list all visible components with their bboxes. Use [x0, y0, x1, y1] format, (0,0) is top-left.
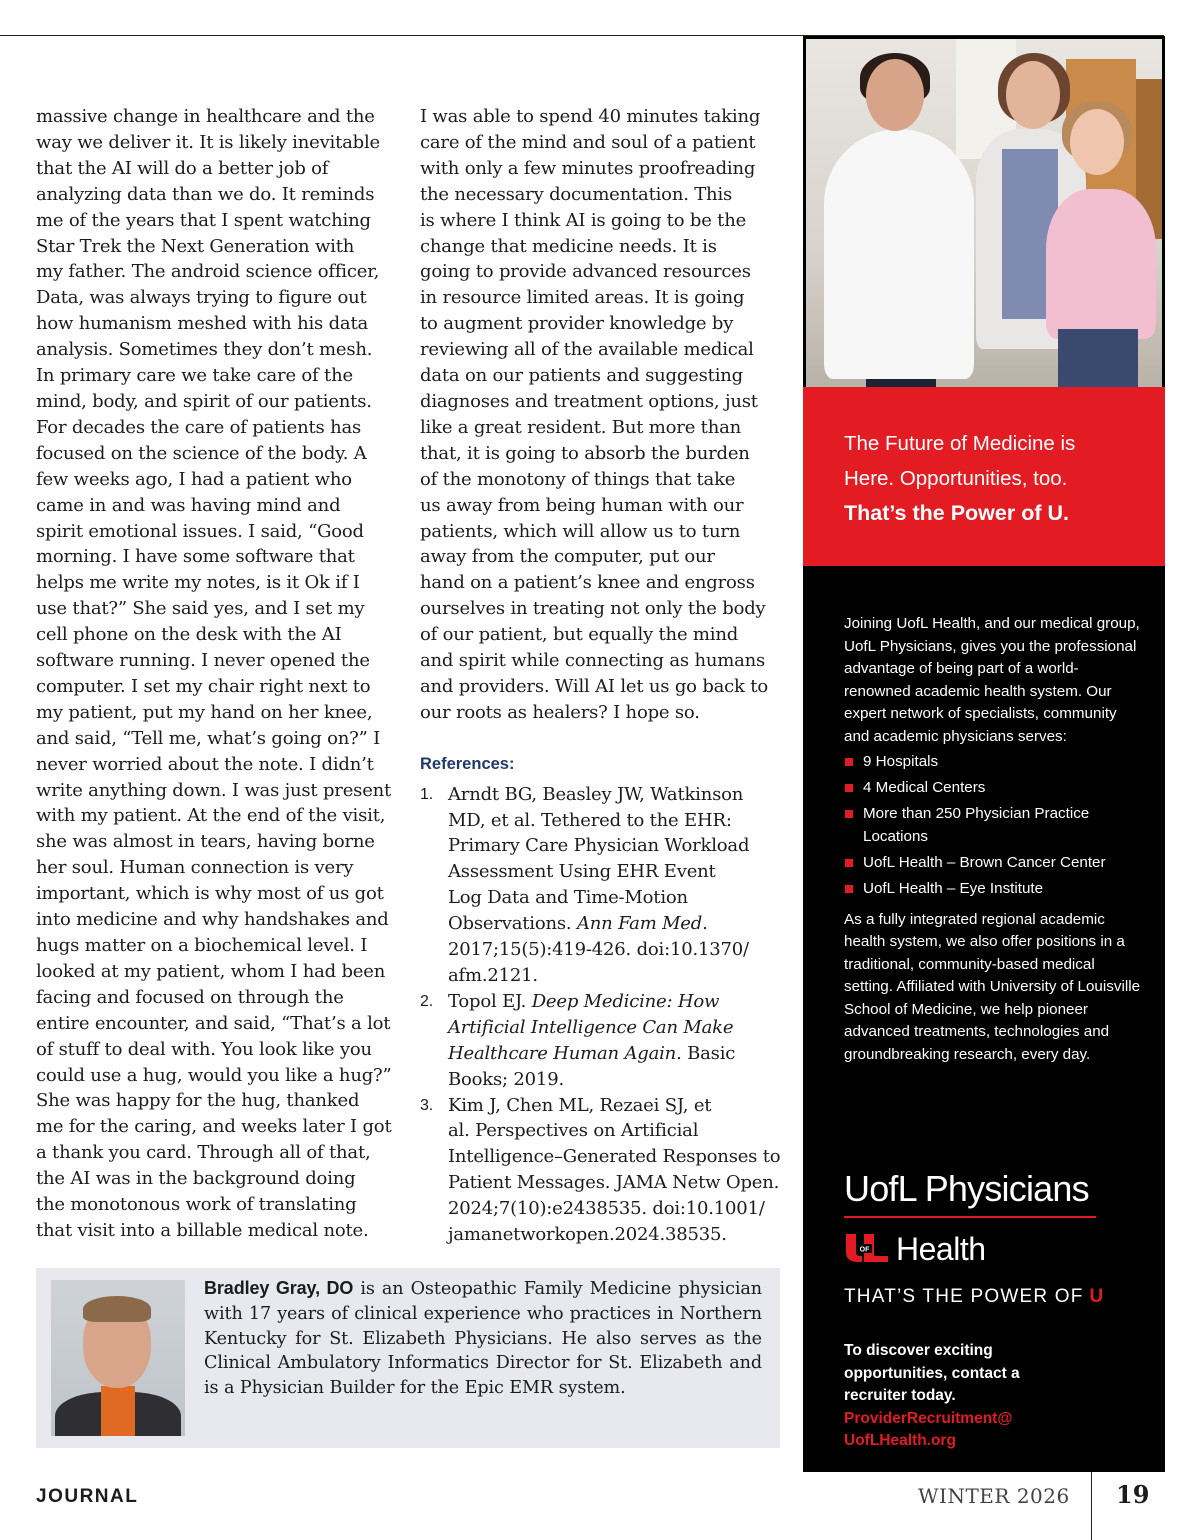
references-heading: References: — [420, 754, 515, 773]
ad-tagline-banner — [803, 387, 1165, 566]
page-number: 19 — [1116, 1480, 1150, 1509]
reference-text: . Basic Books; 2019. — [448, 1042, 736, 1090]
article-text-col2: I was able to spend 40 minutes taking care of the mind and soul of a patient with only a few minutes proofreading the necessary documentation. This is where I think AI is going to be the change that medicine needs. It is going to provide advanced resources in resource limited areas. It is going to augment provider knowledge by reviewing all of the available medical data on our patients and suggesting diagnoses and treatment options, just like a great resident. But more than that, it is going to absorb the burden of the monotony of things that take us away from being human with our patients, which will allow us to turn away from the computer, put our hand on a patient’s knee and engross ourselves in treating not only the body of our patient, but equally the mind and spirit while connecting as humans and providers. Will AI let us go back to our roots as healers? I hope so. — [420, 106, 768, 723]
reference-text: Topol EJ. — [448, 990, 532, 1012]
ad-closing-text: As a fully integrated regional academic health system, we also offer positions in a traditional, community-based medical setting. Affiliated with University of Louisville School of Medicine, we help pioneer advanced treatments, technologies and groundbreaking research, every day. — [844, 910, 1141, 1064]
uofl-advertisement — [803, 36, 1165, 1472]
ad-tagline-line: The Future of Medicine is — [844, 432, 1076, 455]
reference-number: 3. — [420, 1096, 433, 1114]
recruiter-email-link[interactable]: ProviderRecruitment@ UofLHealth.org — [844, 1409, 1013, 1450]
square-bullet-icon — [845, 885, 853, 893]
reference-number: 1. — [420, 785, 433, 803]
uofl-health-logo — [844, 1228, 1144, 1272]
square-bullet-icon — [845, 758, 853, 766]
ad-contact-text: To discover exciting opportunities, contact a recruiter today. — [844, 1342, 1020, 1405]
square-bullet-icon — [845, 784, 853, 792]
ad-tagline — [844, 427, 1144, 531]
square-bullet-icon — [845, 859, 853, 867]
brand-divider — [844, 1216, 1096, 1218]
ad-body — [844, 613, 1144, 1067]
article-text-col1: massive change in healthcare and the way we deliver it. It is likely inevitable that the AI will do a better job of analyzing data than we do. It reminds me of the years that I spent watching Star Trek the Next Generation with my father. The android science officer, Data, was always trying to figure out how humanism meshed with his data analysis. Sometimes they don’t mesh. In primary care we take care of the mind, body, and spirit of our patients. For decades the care of patients has focused on the science of the body. A few weeks ago, I had a patient who came in and was having mind and spirit emotional issues. I said, “Good morning. I have some software that helps me write my notes, is it Ok if I use that?” She said yes, and I set my cell phone on the desk with the AI software running. I never opened the computer. I set my chair right next to my patient, put my hand on her knee, and said, “Tell me, what’s going on?” I never worried about the note. I didn’t write anything down. I was just present with my patient. At the end of the visit, she was almost in tears, having borne her soul. Human connection is very important, which is why most of us got into medicine and why handshakes and hugs matter on a biochemical level. I looked at my patient, whom I had been facing and focused on through the entire encounter, and said, “That’s a lot of stuff to deal with. You look like you could use a hug, would you like a hug?” She was happy for the hug, thanked me for the caring, and weeks later I got a thank you card. Through all of that, the AI was in the background doing the monotonous work of translating that visit into a billable medical note. — [36, 106, 392, 1241]
square-bullet-icon — [845, 810, 853, 818]
brand-power-text: THAT’S THE POWER OF — [844, 1286, 1084, 1307]
article-column-1 — [36, 104, 398, 1244]
footer-divider — [1091, 1468, 1092, 1540]
reference-text: . 2017;15(5):419-426. doi:10.1370/ afm.2121. — [448, 913, 749, 986]
ad-bullet-item: More than 250 Physician Practice Locations — [844, 803, 1144, 848]
ad-contact-block — [844, 1340, 1144, 1453]
ul-logo-icon — [844, 1232, 890, 1264]
ad-bullet-item: UofL Health – Eye Institute — [844, 878, 1144, 901]
ad-bullet-item: 9 Hospitals — [844, 751, 1144, 774]
author-photo — [51, 1280, 185, 1436]
reference-number: 2. — [420, 992, 433, 1010]
ad-intro-text: Joining UofL Health, and our medical group, UofL Physicians, gives you the professional advantage of being part of a world-renowned academic health system. Our expert network of specialists, community and academic physicians serves: — [844, 615, 1140, 745]
ad-photo-physicians — [806, 39, 1162, 387]
footer-journal-label: JOURNAL — [36, 1486, 139, 1507]
ad-bullet-list — [844, 751, 1144, 901]
uofl-brand-block — [844, 1166, 1144, 1308]
author-bio-box — [36, 1268, 780, 1448]
ad-tagline-line: Here. Opportunities, too. — [844, 466, 1068, 490]
reference-item — [420, 1093, 790, 1248]
brand-power-u: U — [1089, 1286, 1105, 1307]
reference-text: Kim J, Chen ML, Rezaei SJ, et al. Perspectives on Artificial Intelligence–Generated Responses to Patient Messages. JAMA Netw Open. 2024;7(10):e2438535. doi:10.1001/ jamanetworkopen.2024.38535. — [448, 1094, 781, 1246]
svg-text:OF: OF — [859, 1246, 870, 1254]
brand-health-word: Health — [896, 1231, 986, 1267]
uofl-physicians-logo: UofL Physicians — [844, 1168, 1089, 1209]
ad-bullet-item: 4 Medical Centers — [844, 777, 1144, 800]
ad-tagline-slogan: That’s the Power of U. — [844, 501, 1069, 525]
author-name: Bradley Gray, DO — [204, 1278, 354, 1298]
ad-bullet-item: UofL Health – Brown Cancer Center — [844, 852, 1144, 875]
references-list — [420, 782, 790, 1248]
author-description: is an Osteopathic Family Medicine physician with 17 years of clinical experience who practices in Northern Kentucky for St. Elizabeth Physicians. He also serves as the Clinical Ambulatory Informatics Director for St. Elizabeth and is a Physician Builder for the Epic EMR system. — [204, 1279, 762, 1399]
article-column-2 — [420, 104, 790, 1248]
reference-book-title: Deep Medicine: How Artificial Intelligence Can Make Healthcare Human Again — [448, 990, 734, 1064]
author-bio-text — [204, 1276, 762, 1401]
reference-text: Arndt BG, Beasley JW, Watkinson MD, et al. Tethered to the EHR: Primary Care Physician Workload Assessment Using EHR Event Log Data and Time-Motion Observations. — [448, 783, 750, 935]
brand-power-line — [844, 1286, 1144, 1308]
reference-item — [420, 989, 790, 1093]
footer-issue-date: WINTER 2026 — [918, 1484, 1070, 1508]
reference-journal: Ann Fam Med — [576, 913, 703, 935]
reference-item — [420, 782, 790, 989]
